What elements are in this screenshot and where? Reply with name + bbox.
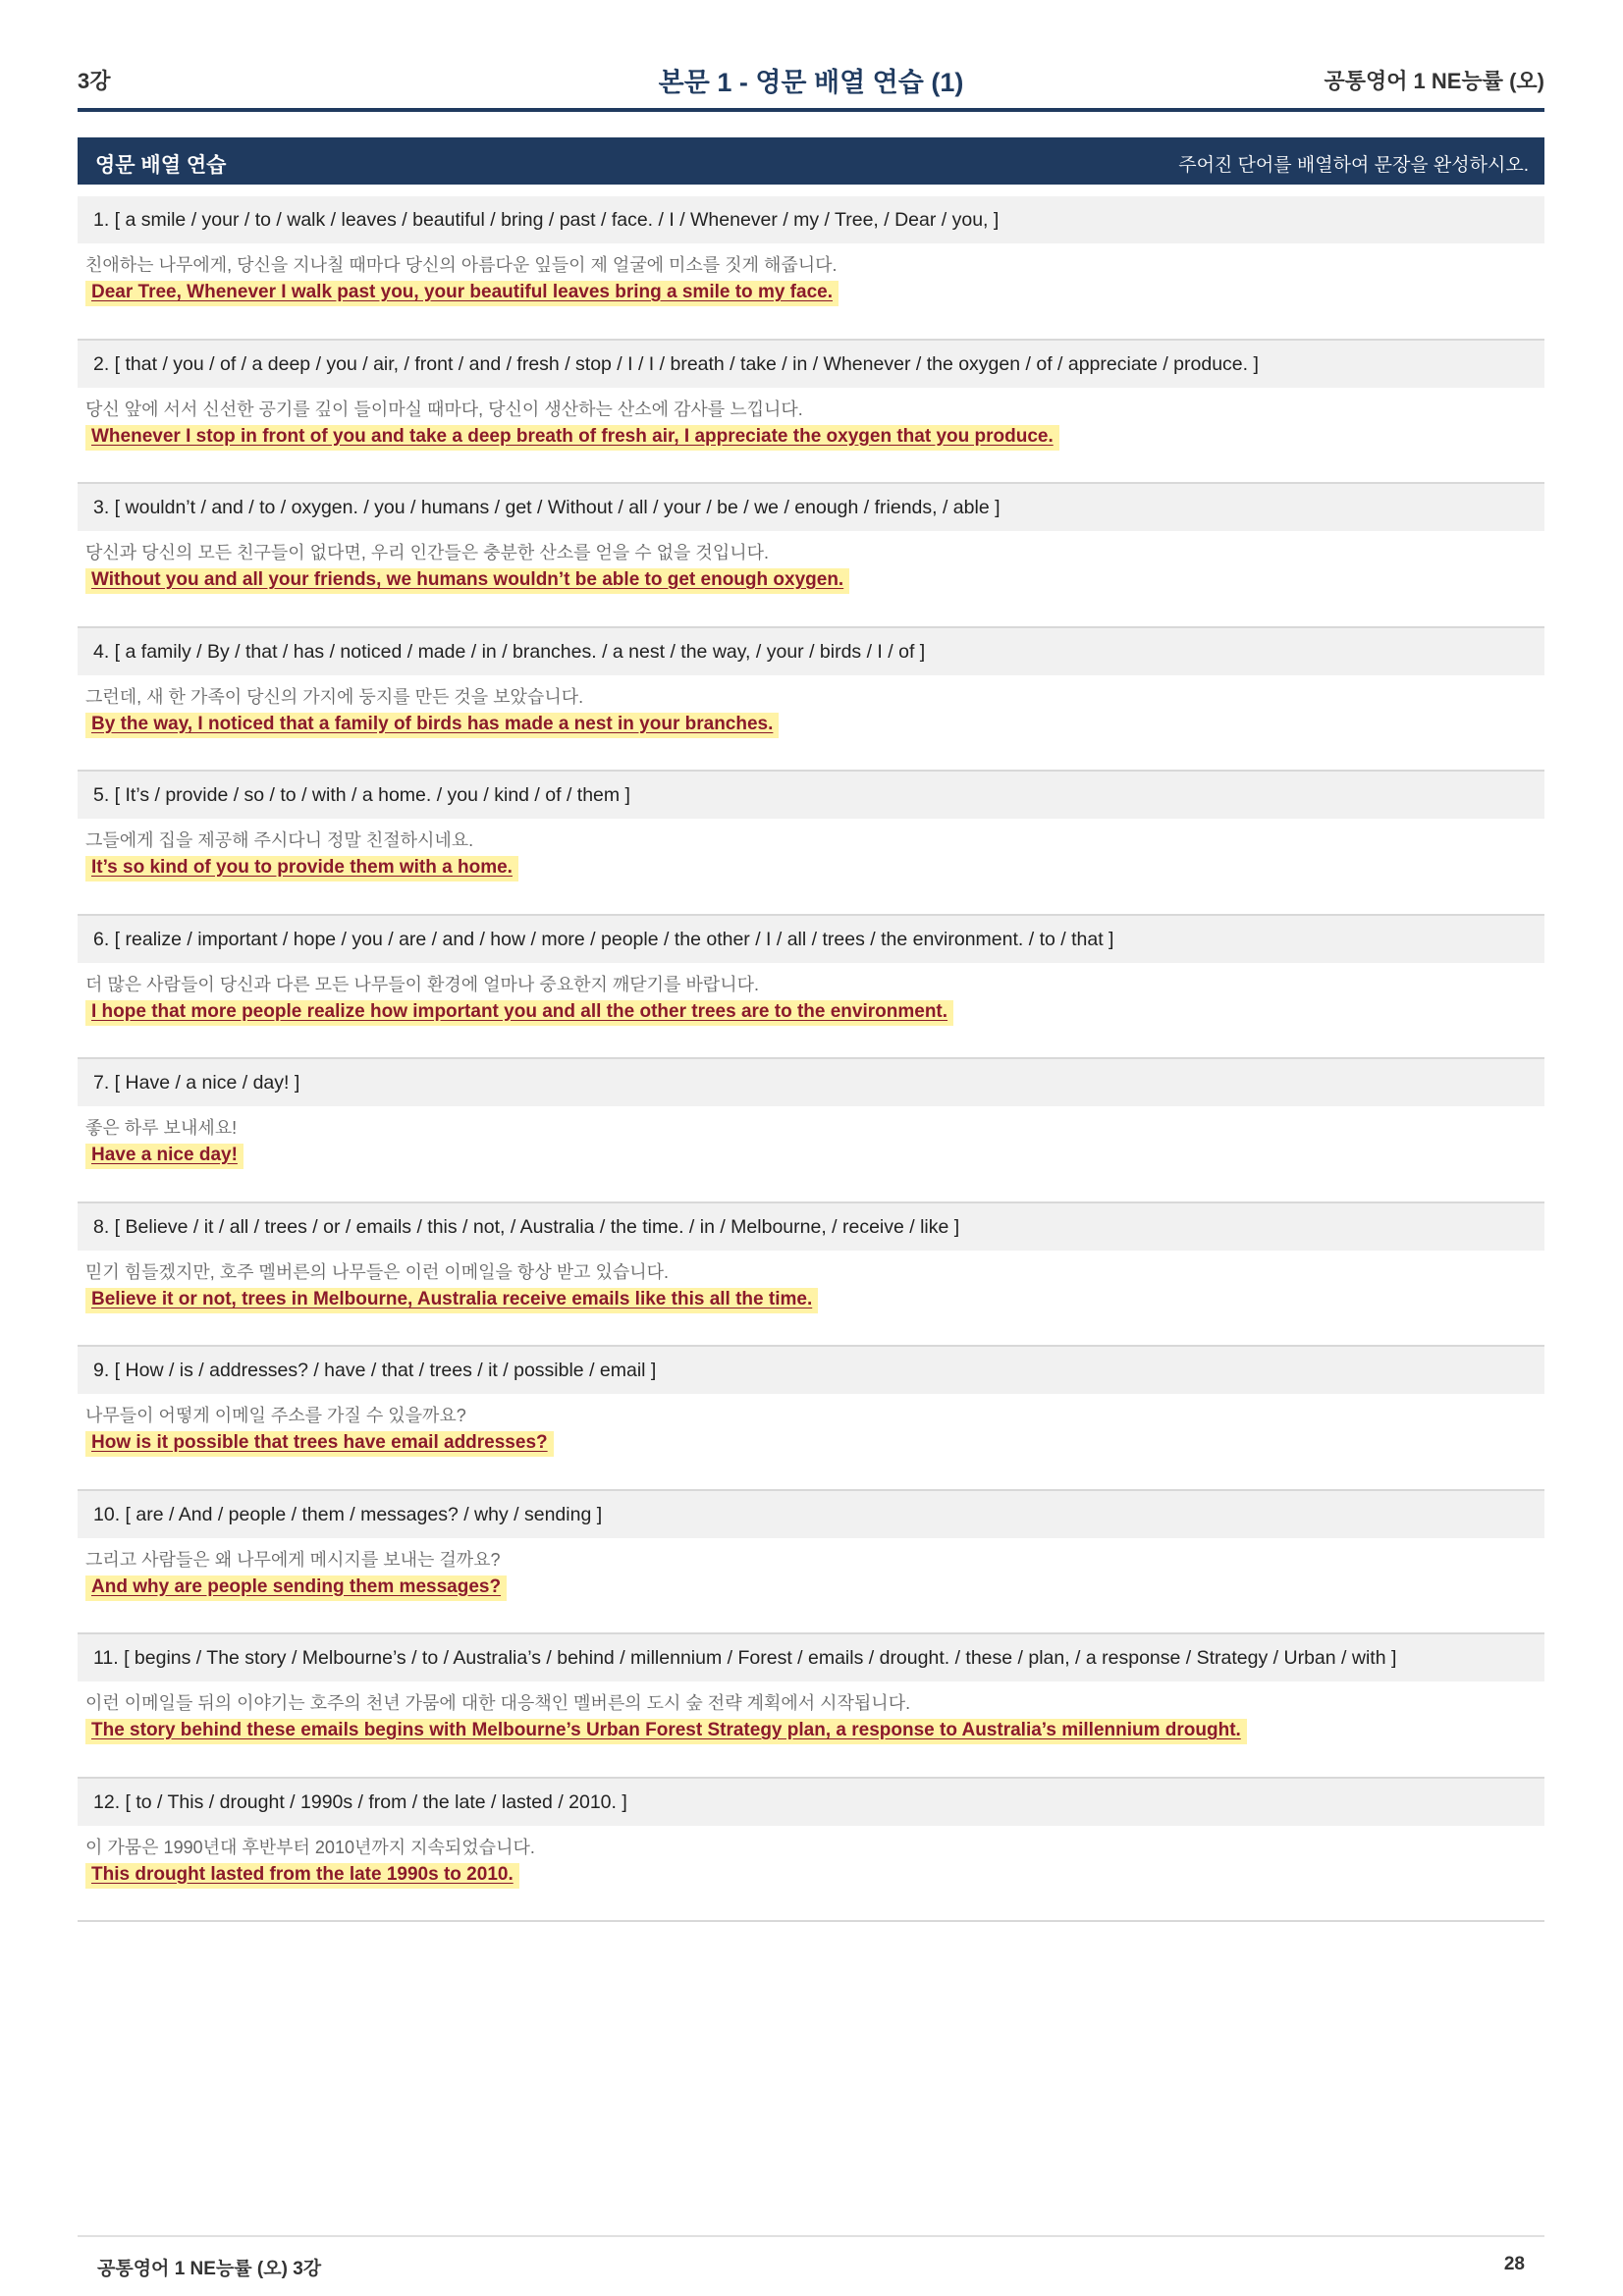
korean-translation: 나무들이 어떻게 이메일 주소를 가질 수 있을까요?	[85, 1406, 466, 1425]
answer-sentence: The story behind these emails begins with Melbourne’s Urban Forest Strategy plan, a response to Australia’s millennium drought.	[85, 1719, 1247, 1744]
exercise-item	[78, 341, 1544, 485]
exercise-list	[78, 196, 1544, 1922]
word-bank: 9. [ How / is / addresses? / have / that / trees / it / possible / email ]	[78, 1347, 1544, 1394]
korean-translation: 당신 앞에 서서 신선한 공기를 깊이 들이마실 때마다, 당신이 생산하는 산소에 감사를 느낍니다.	[85, 399, 803, 419]
korean-translation: 그들에게 집을 제공해 주시다니 정말 친절하시네요.	[85, 830, 474, 850]
answer-sentence: Without you and all your friends, we humans wouldn’t be able to get enough oxygen.	[85, 568, 849, 594]
korean-translation: 당신과 당신의 모든 친구들이 없다면, 우리 인간들은 충분한 산소를 얻을 수 없을 것입니다.	[85, 543, 769, 562]
word-bank: 1. [ a smile / your / to / walk / leaves / beautiful / bring / past / face. / I / Whenever / my / Tree, / Dear / you, ]	[78, 196, 1544, 243]
word-bank: 7. [ Have / a nice / day! ]	[78, 1059, 1544, 1106]
word-bank: 6. [ realize / important / hope / you / are / and / how / more / people / the other / I / all / trees / the environment. / to / that ]	[78, 916, 1544, 963]
answer-sentence: Believe it or not, trees in Melbourne, Australia receive emails like this all the time.	[85, 1288, 818, 1313]
korean-translation: 믿기 힘들겠지만, 호주 멜버른의 나무들은 이런 이메일을 항상 받고 있습니다.	[85, 1261, 670, 1282]
page-title: 본문 1 - 영문 배열 연습 (1)	[658, 68, 964, 97]
lesson-label: 3강	[78, 69, 111, 93]
word-bank: 4. [ a family / By / that / has / noticed / made / in / branches. / a nest / the way, / your / birds / I / of ]	[78, 628, 1544, 675]
korean-translation: 이런 이메일들 뒤의 이야기는 호주의 천년 가뭄에 대한 대응책인 멜버른의 도시 숲 전략 계획에서 시작됩니다.	[85, 1693, 911, 1713]
answer-sentence: And why are people sending them messages?	[85, 1575, 507, 1601]
exercise-item	[78, 484, 1544, 628]
answer-sentence: This drought lasted from the late 1990s to 2010.	[85, 1863, 519, 1889]
footer-label: 공통영어 1 NE능률 (오) 3강	[97, 2259, 322, 2279]
word-bank: 8. [ Believe / it / all / trees / or / emails / this / not, / Australia / the time. / in / Melbourne, / receive / like ]	[78, 1203, 1544, 1251]
word-bank: 3. [ wouldn’t / and / to / oxygen. / you / humans / get / Without / all / your / be / we / enough / friends, / able ]	[78, 484, 1544, 531]
exercise-item	[78, 916, 1544, 1060]
word-bank: 2. [ that / you / of / a deep / you / air, / front / and / fresh / stop / I / I / breath / take / in / Whenever / the oxygen / of / appreciate / produce. ]	[78, 341, 1544, 388]
exercise-item	[78, 1634, 1544, 1779]
korean-translation: 친애하는 나무에게, 당신을 지나칠 때마다 당신의 아름다운 잎들이 제 얼굴에 미소를 짓게 해줍니다.	[85, 255, 838, 275]
answer-sentence: By the way, I noticed that a family of birds has made a nest in your branches.	[85, 713, 779, 738]
korean-translation: 그런데, 새 한 가족이 당신의 가지에 둥지를 만든 것을 보았습니다.	[85, 686, 584, 707]
page-footer	[78, 2235, 1544, 2279]
korean-translation: 그리고 사람들은 왜 나무에게 메시지를 보내는 걸까요?	[85, 1549, 501, 1570]
section-bar	[78, 137, 1544, 185]
exercise-item	[78, 1347, 1544, 1491]
page-number: 28	[1503, 2254, 1525, 2274]
word-bank: 11. [ begins / The story / Melbourne’s / to / Australia’s / behind / millennium / Forest / emails / drought. / these / plan, / a response / Strategy / Urban / with ]	[78, 1634, 1544, 1682]
word-bank: 12. [ to / This / drought / 1990s / from / the late / lasted / 2010. ]	[78, 1779, 1544, 1826]
korean-translation: 더 많은 사람들이 당신과 다른 모든 나무들이 환경에 얼마나 중요한지 깨닫기를 바랍니다.	[85, 974, 759, 994]
exercise-item	[78, 196, 1544, 341]
exercise-item	[78, 1203, 1544, 1348]
answer-sentence: How is it possible that trees have email addresses?	[85, 1431, 554, 1457]
section-instruction: 주어진 단어를 배열하여 문장을 완성하시오.	[1178, 155, 1529, 176]
book-label: 공통영어 1 NE능률 (오)	[1324, 69, 1544, 93]
answer-sentence: Whenever I stop in front of you and take a deep breath of fresh air, I appreciate the oxygen that you produce.	[85, 425, 1059, 451]
korean-translation: 이 가뭄은 1990년대 후반부터 2010년까지 지속되었습니다.	[85, 1837, 535, 1857]
exercise-item	[78, 1779, 1544, 1923]
answer-sentence: Have a nice day!	[85, 1144, 243, 1169]
word-bank: 5. [ It’s / provide / so / to / with / a home. / you / kind / of / them ]	[78, 772, 1544, 819]
answer-sentence: Dear Tree, Whenever I walk past you, your beautiful leaves bring a smile to my face.	[85, 281, 839, 306]
exercise-item	[78, 1059, 1544, 1203]
word-bank: 10. [ are / And / people / them / messages? / why / sending ]	[78, 1491, 1544, 1538]
section-title: 영문 배열 연습	[95, 154, 227, 177]
exercise-item	[78, 772, 1544, 916]
answer-sentence: I hope that more people realize how important you and all the other trees are to the environment.	[85, 1000, 953, 1026]
exercise-item	[78, 628, 1544, 773]
exercise-item	[78, 1491, 1544, 1635]
page-header	[78, 61, 1544, 112]
answer-sentence: It’s so kind of you to provide them with a home.	[85, 856, 518, 881]
korean-translation: 좋은 하루 보내세요!	[85, 1118, 238, 1138]
